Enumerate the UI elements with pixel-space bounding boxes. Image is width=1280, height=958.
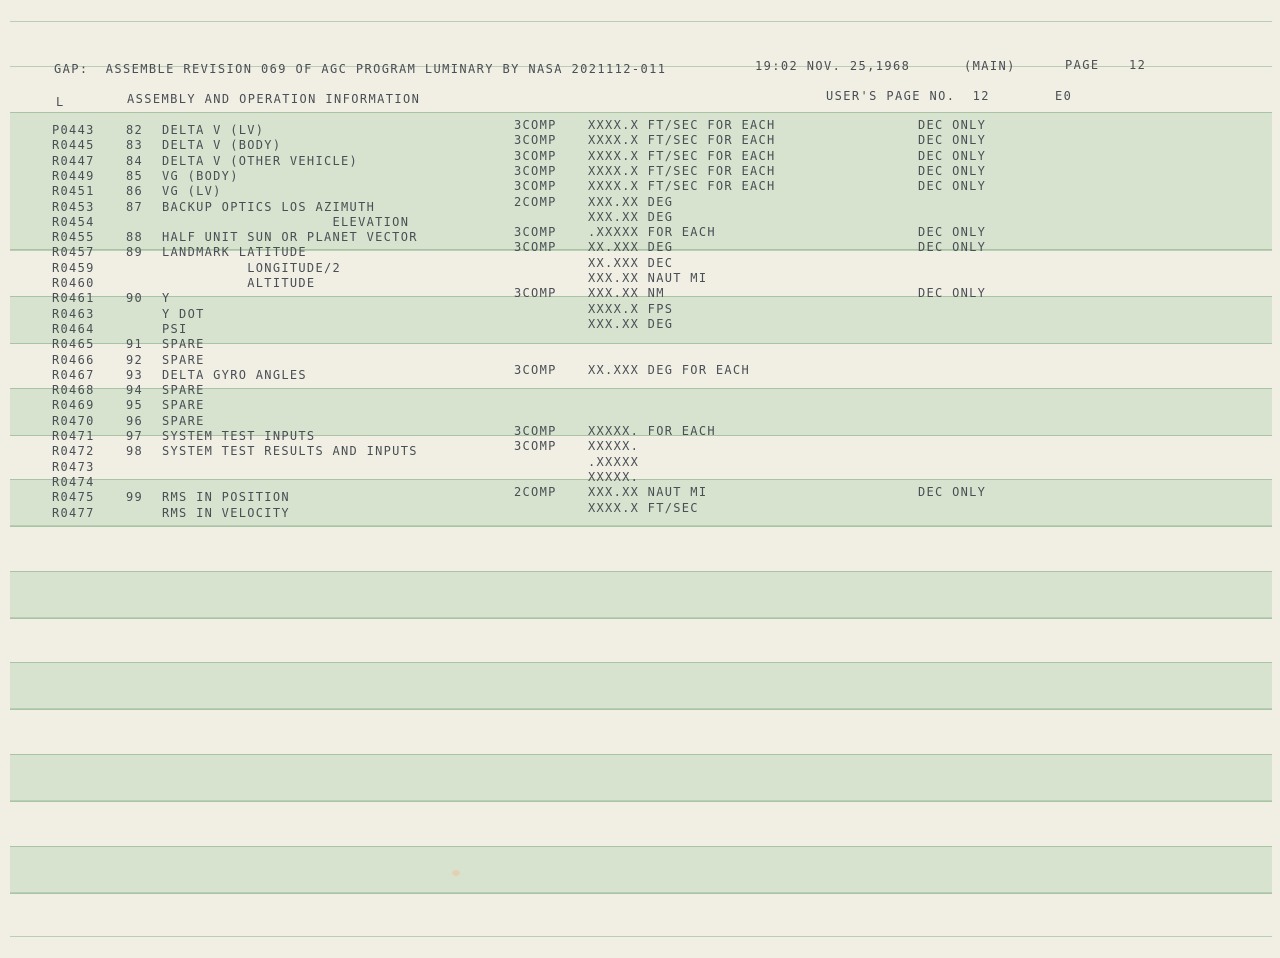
description-cell: RMS IN VELOCITY <box>162 505 290 520</box>
note-cell: DEC ONLY <box>918 179 987 194</box>
description-cell: DELTA V (OTHER VEHICLE) <box>162 153 359 168</box>
location-cell: R0469 <box>52 398 95 413</box>
description-cell: HALF UNIT SUN OR PLANET VECTOR <box>162 230 418 245</box>
component-cell: 3COMP <box>514 133 557 148</box>
component-cell: 3COMP <box>514 286 557 301</box>
format-cell: XXXXX. FOR EACH <box>588 424 716 438</box>
page-label: PAGE <box>1065 58 1100 72</box>
location-cell: R0477 <box>52 505 95 520</box>
location-cell: R0464 <box>52 321 95 336</box>
greenbar-band <box>10 571 1272 619</box>
description-cell: LONGITUDE/2 <box>162 260 342 275</box>
description-cell: ALTITUDE <box>162 276 316 290</box>
location-cell: R0447 <box>52 153 95 168</box>
description-cell: BACKUP OPTICS LOS AZIMUTH <box>162 199 376 214</box>
component-cell: 3COMP <box>514 118 557 132</box>
listing-mode: (MAIN) <box>964 59 1016 73</box>
noun-number-cell: 94 <box>126 383 144 398</box>
greenbar-band <box>10 662 1272 710</box>
column-l-label: L <box>56 95 65 109</box>
note-cell: DEC ONLY <box>918 240 987 255</box>
location-cell: R0454 <box>52 214 95 229</box>
location-cell: R0470 <box>52 413 95 428</box>
location-cell: R0472 <box>52 444 95 459</box>
note-cell: DEC ONLY <box>918 133 987 148</box>
location-cell: R0466 <box>52 352 95 367</box>
format-cell: XXX.XX NAUT MI <box>588 485 708 500</box>
location-cell: R0467 <box>52 367 95 382</box>
location-cell: R0449 <box>52 168 95 183</box>
description-cell: RMS IN POSITION <box>162 490 290 505</box>
location-cell: R0453 <box>52 199 95 214</box>
location-cell: R0457 <box>52 245 95 260</box>
component-cell: 3COMP <box>514 240 557 255</box>
location-cell: R0468 <box>52 383 95 398</box>
format-cell: XXXX.X FT/SEC FOR EACH <box>588 148 776 163</box>
page-rule <box>10 892 1272 893</box>
component-cell: 3COMP <box>514 439 557 454</box>
location-cell: R0451 <box>52 184 95 199</box>
description-cell: LANDMARK LATITUDE <box>162 245 307 260</box>
listing-title: GAP: ASSEMBLE REVISION 069 OF AGC PROGRAM LUMINARY BY NASA 2021112-011 <box>54 62 667 76</box>
format-cell: XXX.XX DEG <box>588 316 674 331</box>
description-cell: SPARE <box>162 383 205 398</box>
format-cell: XX.XXX DEG <box>588 240 674 255</box>
format-cell: XXXX.X FT/SEC FOR EACH <box>588 118 776 132</box>
noun-number-cell: 90 <box>126 291 144 306</box>
noun-number-cell: 82 <box>126 123 144 137</box>
noun-number-cell: 85 <box>126 168 144 183</box>
greenbar-band <box>10 754 1272 802</box>
page-rule <box>10 617 1272 618</box>
page-rule <box>10 525 1272 526</box>
component-cell: 2COMP <box>514 485 557 500</box>
page-rule <box>10 936 1272 937</box>
note-cell: DEC ONLY <box>918 225 987 240</box>
noun-number-cell: 87 <box>126 199 144 214</box>
format-cell: XXX.XX DEG <box>588 209 674 224</box>
paper-stain <box>452 870 460 876</box>
noun-number-cell: 99 <box>126 490 144 505</box>
format-cell: XXXX.X FT/SEC FOR EACH <box>588 179 776 194</box>
component-cell: 3COMP <box>514 148 557 163</box>
format-cell: XXXXX. <box>588 469 640 484</box>
location-cell: R0460 <box>52 276 95 290</box>
description-cell: Y <box>162 291 171 306</box>
page-rule <box>10 800 1272 801</box>
noun-number-cell: 88 <box>126 230 144 245</box>
page-rule <box>10 708 1272 709</box>
note-cell: DEC ONLY <box>918 286 987 301</box>
component-cell: 2COMP <box>514 194 557 209</box>
location-cell: R0455 <box>52 230 95 245</box>
noun-number-cell: 83 <box>126 138 144 153</box>
noun-number-cell: 95 <box>126 398 144 413</box>
description-cell: VG (BODY) <box>162 168 239 183</box>
component-cell: 3COMP <box>514 225 557 240</box>
note-cell: DEC ONLY <box>918 485 987 500</box>
noun-number-cell: 84 <box>126 153 144 168</box>
format-cell: .XXXXX <box>588 454 640 469</box>
location-cell: R0459 <box>52 260 95 275</box>
location-cell: R0463 <box>52 306 95 321</box>
description-cell: SPARE <box>162 413 205 428</box>
section-code: E0 <box>1055 89 1073 103</box>
noun-number-cell: 89 <box>126 245 144 260</box>
format-cell: XXX.XX NM <box>588 286 665 301</box>
format-cell: XX.XXX DEG FOR EACH <box>588 362 750 377</box>
noun-number-cell: 93 <box>126 367 144 382</box>
description-cell: ELEVATION <box>162 214 410 229</box>
component-cell: 3COMP <box>514 179 557 194</box>
description-cell: DELTA GYRO ANGLES <box>162 367 307 382</box>
noun-number-cell: 97 <box>126 429 144 443</box>
format-cell: XXXX.X FT/SEC FOR EACH <box>588 133 776 148</box>
description-cell: SYSTEM TEST RESULTS AND INPUTS <box>162 444 418 459</box>
location-cell: R0461 <box>52 291 95 306</box>
noun-number-cell: 86 <box>126 184 144 199</box>
description-cell: SYSTEM TEST INPUTS <box>162 429 316 443</box>
note-cell: DEC ONLY <box>918 163 987 178</box>
component-cell: 3COMP <box>514 163 557 178</box>
description-cell: DELTA V (BODY) <box>162 138 282 153</box>
noun-number-cell: 91 <box>126 337 144 352</box>
description-cell: PSI <box>162 321 188 336</box>
format-cell: XXX.XX DEG <box>588 194 674 209</box>
component-cell: 3COMP <box>514 424 557 438</box>
location-cell: R0474 <box>52 474 95 489</box>
listing-timestamp: 19:02 NOV. 25,1968 <box>755 59 911 73</box>
location-cell: R0465 <box>52 337 95 352</box>
noun-number-cell: 98 <box>126 444 144 459</box>
section-title: ASSEMBLY AND OPERATION INFORMATION <box>127 92 421 106</box>
format-cell: XXXX.X FT/SEC FOR EACH <box>588 163 776 178</box>
component-cell: 3COMP <box>514 362 557 377</box>
location-cell: R0475 <box>52 490 95 505</box>
description-cell: SPARE <box>162 352 205 367</box>
description-cell: SPARE <box>162 398 205 413</box>
location-cell: R0473 <box>52 459 95 474</box>
description-cell: VG (LV) <box>162 184 222 199</box>
location-cell: P0443 <box>52 123 95 137</box>
format-cell: XXX.XX NAUT MI <box>588 271 708 285</box>
note-cell: DEC ONLY <box>918 148 987 163</box>
format-cell: XXXX.X FPS <box>588 301 674 316</box>
note-cell: DEC ONLY <box>918 118 987 132</box>
page-number: 12 <box>1129 58 1147 72</box>
location-cell: R0445 <box>52 138 95 153</box>
format-cell: XX.XXX DEC <box>588 255 674 270</box>
noun-number-cell: 92 <box>126 352 144 367</box>
format-cell: XXXXX. <box>588 439 640 454</box>
page-rule <box>10 21 1272 22</box>
location-cell: R0471 <box>52 429 95 443</box>
description-cell: Y DOT <box>162 306 205 321</box>
description-cell: DELTA V (LV) <box>162 123 265 137</box>
noun-number-cell: 96 <box>126 413 144 428</box>
format-cell: XXXX.X FT/SEC <box>588 500 699 515</box>
description-cell: SPARE <box>162 337 205 352</box>
format-cell: .XXXXX FOR EACH <box>588 225 716 240</box>
users-page-number: USER'S PAGE NO. 12 <box>826 89 990 103</box>
greenbar-band <box>10 846 1272 894</box>
